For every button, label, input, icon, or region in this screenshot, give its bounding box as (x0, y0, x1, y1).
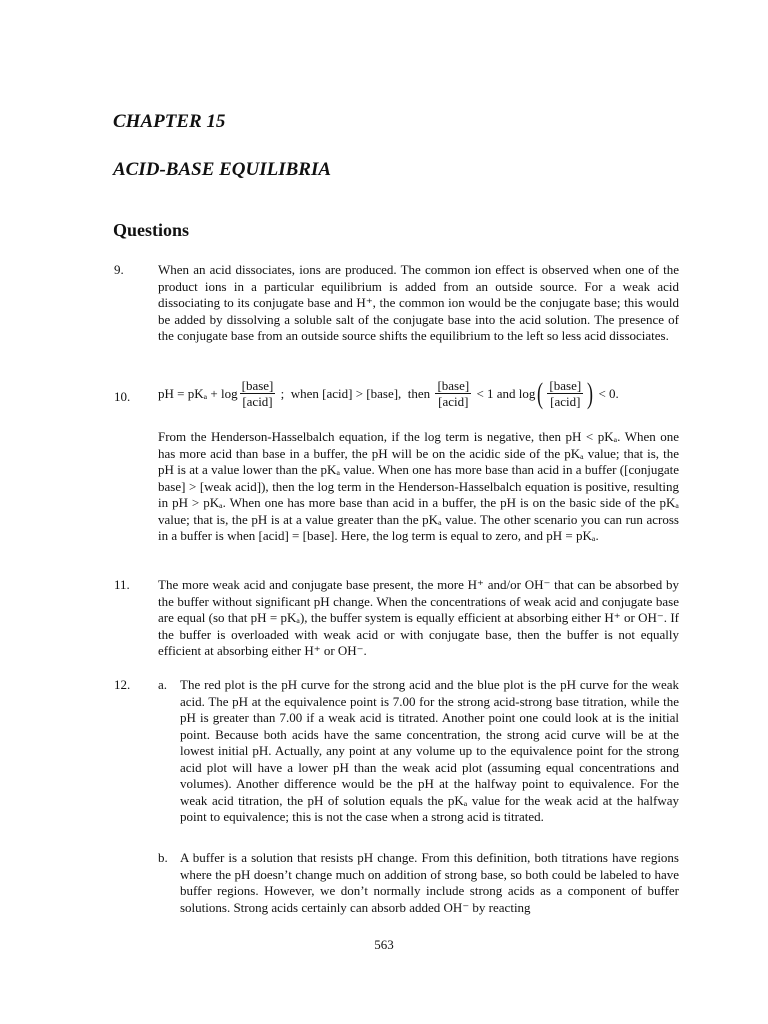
question-12b-label: b. (158, 850, 168, 865)
question-11-text: The more weak acid and conjugate base present, the more H⁺ and/or OH⁻ that can be absorbed by the buffer without significant pH change. When the concentrations of weak acid and conjugate base are equal (so that pH = pKₐ), the buffer system is equally efficient at absorbing either H⁺ or OH⁻. If the buffer is overloaded with weak acid or with conjugate base, then the buffer is not equally efficient at absorbing either H⁺ or OH⁻. (158, 577, 679, 658)
equation-part-3: < 1 and log (473, 385, 536, 401)
fraction-base-over-acid-2 (435, 378, 471, 409)
fraction-numerator: [base] (437, 378, 470, 393)
question-12a-label: a. (158, 677, 168, 692)
equation-part-2: ; when [acid] > [base], then (277, 385, 434, 401)
left-paren: ( (537, 376, 544, 410)
question-12-number: 12. (114, 677, 131, 692)
chapter-title: CHAPTER 15 (113, 111, 226, 132)
question-9-text: When an acid dissociates, ions are produced. The common ion effect is observed when one of the product ions in a particular equilibrium is added from an outside source. For a weak acid dissociating to its conjugate base and H⁺, the common ion would be the conjugate base; this would be added by dissolving a soluble salt of the conjugate base into the acid solution. The presence of the conjugate base from an outside source shifts the equilibrium to the left so less acid dissociates. (158, 262, 679, 343)
question-10-number: 10. (114, 389, 131, 404)
page-number: 563 (374, 937, 394, 952)
fraction-base-over-acid (240, 378, 276, 409)
equation-part-1: pH = pKₐ + log (158, 385, 238, 401)
fraction-base-over-acid-3 (547, 378, 583, 409)
fraction-denominator: [acid] (438, 394, 469, 409)
henderson-hasselbalch-equation (158, 378, 619, 409)
question-11-number: 11. (114, 577, 130, 592)
fraction-denominator: [acid] (242, 394, 273, 409)
fraction-numerator: [base] (241, 378, 274, 393)
question-12a-text: The red plot is the pH curve for the strong acid and the blue plot is the pH curve for the weak acid. The pH at the equivalence point is 7.00 for the strong acid-strong base titration, while the pH is greater than 7.00 if a weak acid is titrated. Another point one could look at is the initial point. Because both acids have the same concentration, the strong acid curve will be at the lowest initial pH. Actually, any point at any volume up to the equivalence point for the strong acid plot will have a lower pH than the weak acid plot (assuming equal concentrations and volumes). Another difference would be the pH at the halfway point to equivalence. For the weak acid titration, the pH of solution equals the pKₐ value for the weak acid at the halfway point to equivalence; this is not the case when a strong acid is titrated. (180, 677, 679, 824)
question-12b-text: A buffer is a solution that resists pH change. From this definition, both titrations have regions where the pH doesn’t change much on addition of strong base, so both could be labeled to have buffer regions. However, we don’t normally include strong acids as a component of buffer solutions. Strong acids certainly can absorb added OH⁻ by reacting (180, 850, 679, 915)
fraction-denominator: [acid] (550, 394, 581, 409)
fraction-numerator: [base] (549, 378, 582, 393)
right-paren: ) (587, 376, 594, 410)
equation-part-4: < 0. (595, 385, 619, 401)
question-10-text: From the Henderson-Hasselbalch equation, if the log term is negative, then pH < pKₐ. When one has more acid than base in a buffer, the pH will be on the acidic side of the pKₐ value; that is, the pH is at a value lower than the pKₐ value. When one has more base than acid in a buffer ([conjugate base] > [weak acid]), then the log term in the Henderson-Hasselbalch equation is positive, resulting in pH > pKₐ. When one has more base than acid in a buffer, the pH is on the basic side of the pKₐ value; that is, the pH is at a value greater than the pKₐ value. The other scenario you can run across in a buffer is when [acid] = [base]. Here, the log term is equal to zero, and pH = pKₐ. (158, 429, 679, 543)
section-heading: Questions (113, 220, 190, 240)
question-9-number: 9. (114, 262, 124, 277)
chapter-subtitle: ACID-BASE EQUILIBRIA (113, 159, 332, 180)
